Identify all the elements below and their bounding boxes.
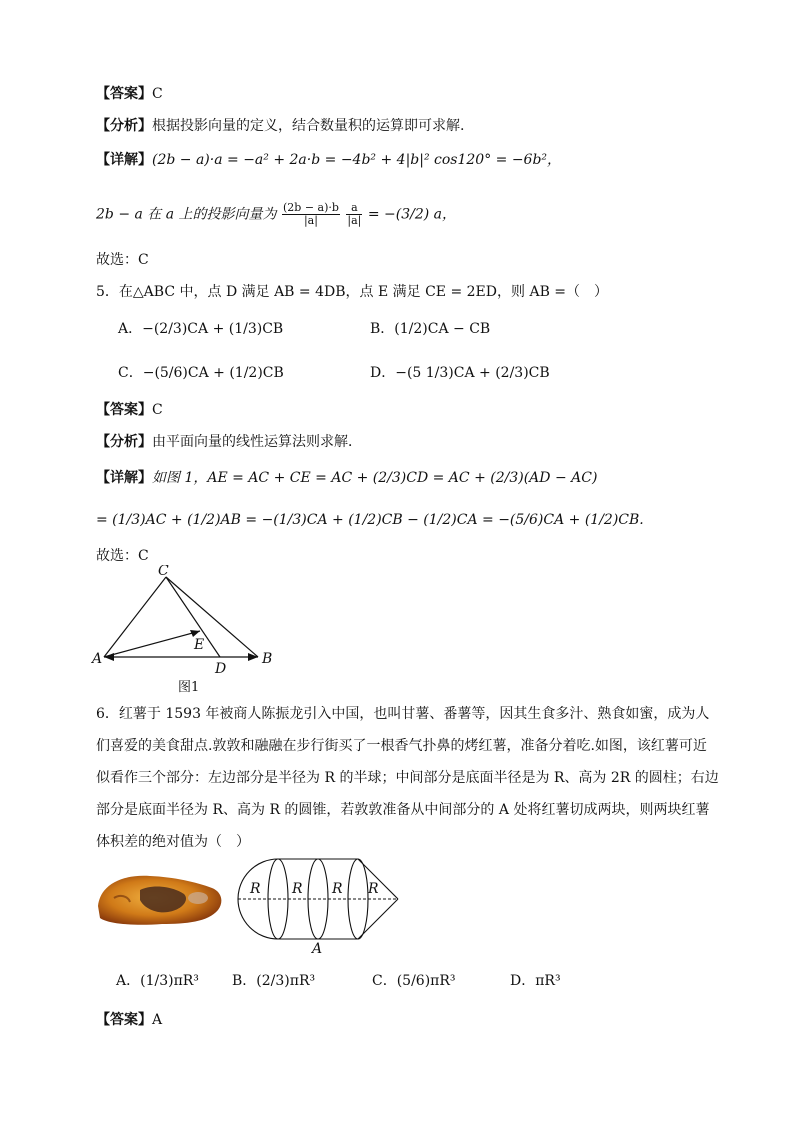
q4-choice-text: 故选：C	[96, 252, 149, 268]
q5-answer-row	[96, 400, 163, 420]
q5-option-c-text: C．−(5/6)CA + (1/2)CB	[118, 365, 284, 381]
vector-ae	[104, 631, 200, 657]
detail-label: 【详解】	[96, 470, 152, 486]
q4-detail-row-2	[96, 202, 456, 227]
q6-answer-row	[96, 1010, 162, 1030]
sweet-potato-photo	[94, 868, 226, 932]
arrow-ae	[190, 630, 200, 637]
q6-option-d[interactable]	[510, 970, 561, 990]
q4-unit-vector: $\frac{a}{|a|}$	[347, 201, 362, 227]
q4-detail-line-1: (2b − a)·a = −a² + 2a·b = −4b² + 4|b|² cos120° = −6b²，	[152, 152, 562, 168]
q5-stem	[96, 282, 608, 302]
q5-analysis-row	[96, 432, 362, 452]
q5-stem-text: 5．在△ABC 中，点 D 满足 AB = 4DB，点 E 满足 CE = 2ED，则 AB =（ ）	[96, 284, 609, 300]
q4-choice-row	[96, 250, 149, 270]
answer-label: 【答案】	[96, 402, 152, 418]
label-r-3: R	[332, 881, 343, 897]
label-b: B	[262, 651, 273, 667]
q4-projection-fraction: $\frac{(2b - a)\cdot b}{|a|}$	[283, 201, 339, 227]
label-r-2: R	[292, 881, 303, 897]
q5-detail-row-2	[96, 510, 644, 530]
q6-stem-line-1	[96, 704, 709, 724]
label-d: D	[215, 661, 227, 677]
label-a: A	[92, 651, 103, 667]
q4-answer-row	[96, 84, 163, 104]
q4-detail-row-1	[96, 150, 561, 170]
q5-option-d[interactable]	[370, 362, 550, 382]
cone-edge-bottom	[358, 899, 398, 939]
q6-stem-text-2: 们喜爱的美食甜点.敦敦和融融在步行街买了一根香气扑鼻的烤红薯，准备分着吃.如图，该红薯可近	[96, 738, 707, 754]
q5-option-c[interactable]	[118, 362, 284, 382]
q5-option-b[interactable]	[370, 318, 490, 338]
detail-label: 【详解】	[96, 152, 152, 168]
q4-analysis-row	[96, 116, 464, 136]
label-e: E	[194, 637, 205, 653]
q6-stem-text-1: 6．红薯于 1593 年被商人陈振龙引入中国，也叫甘薯、番薯等，因其生食多汁、熟食如蜜，成为人	[96, 706, 710, 722]
q5-option-a-text: A．−(2/3)CA + (1/3)CB	[118, 321, 284, 337]
q4-analysis-text: 根据投影向量的定义，结合数量积的运算即可求解.	[152, 118, 465, 134]
q6-option-a[interactable]	[116, 970, 199, 990]
arrow-b	[248, 653, 258, 661]
q5-option-b-text: B．(1/2)CA − CB	[370, 321, 491, 337]
q6-option-d-text: D．πR³	[510, 973, 561, 989]
q6-stem-text-4: 部分是底面半径为 R、高为 R 的圆锥，若敦敦准备从中间部分的 A 处将红薯切成两块，则两块红薯	[96, 802, 710, 818]
analysis-label: 【分析】	[96, 118, 152, 134]
q6-option-b-text: B．(2/3)πR³	[232, 973, 316, 989]
figure-1-caption: 图1	[178, 680, 200, 695]
label-c: C	[158, 565, 169, 579]
q5-triangle-figure	[90, 565, 290, 700]
q5-choice-text: 故选：C	[96, 548, 149, 564]
label-r-1: R	[250, 881, 261, 897]
q6-stem-line-5	[96, 832, 250, 852]
answer-label: 【答案】	[96, 1012, 152, 1028]
q6-stem-line-3	[96, 768, 719, 788]
q5-detail-row-1	[96, 468, 597, 488]
q6-stem-line-2	[96, 736, 707, 756]
q5-detail-line-2: = (1/3)AC + (1/2)AB = −(1/3)CA + (1/2)CB − (1/2)CA = −(5/6)CA + (1/2)CB.	[96, 512, 644, 528]
answer-label: 【答案】	[96, 86, 152, 102]
q6-stem-text-5: 体积差的绝对值为（ ）	[96, 834, 250, 850]
label-r-4: R	[368, 881, 379, 897]
q6-option-c-text: C．(5/6)πR³	[372, 973, 456, 989]
q5-option-a[interactable]	[118, 318, 283, 338]
edge-ac	[104, 577, 166, 657]
sweet-potato-solid-figure	[232, 855, 412, 955]
q6-option-c[interactable]	[372, 970, 456, 990]
q4-answer-value: C	[152, 86, 163, 102]
q4-detail-line-2-prefix: 2b − a 在 a 上的投影向量为	[96, 206, 277, 223]
q6-stem-line-4	[96, 800, 709, 820]
q5-option-d-text: D．−(5 1/3)CA + (2/3)CB	[370, 365, 550, 381]
label-a-point: A	[312, 941, 323, 955]
q5-choice-row	[96, 546, 149, 566]
analysis-label: 【分析】	[96, 434, 152, 450]
q6-stem-text-3: 似看作三个部分：左边部分是半径为 R 的半球；中间部分是底面半径是为 R、高为 2R 的圆柱；右边	[96, 770, 719, 786]
q6-option-a-text: A．(1/3)πR³	[116, 973, 199, 989]
q6-answer-value: A	[152, 1012, 163, 1028]
q5-answer-value: C	[152, 402, 163, 418]
q5-analysis-text: 由平面向量的线性运算法则求解．	[152, 434, 362, 450]
q5-detail-line-1: 如图 1，AE = AC + CE = AC + (2/3)CD = AC + (2/3)(AD − AC)	[152, 470, 598, 486]
q6-option-b[interactable]	[232, 970, 315, 990]
q4-detail-line-2-expr: = −(3/2) a，	[367, 206, 456, 223]
